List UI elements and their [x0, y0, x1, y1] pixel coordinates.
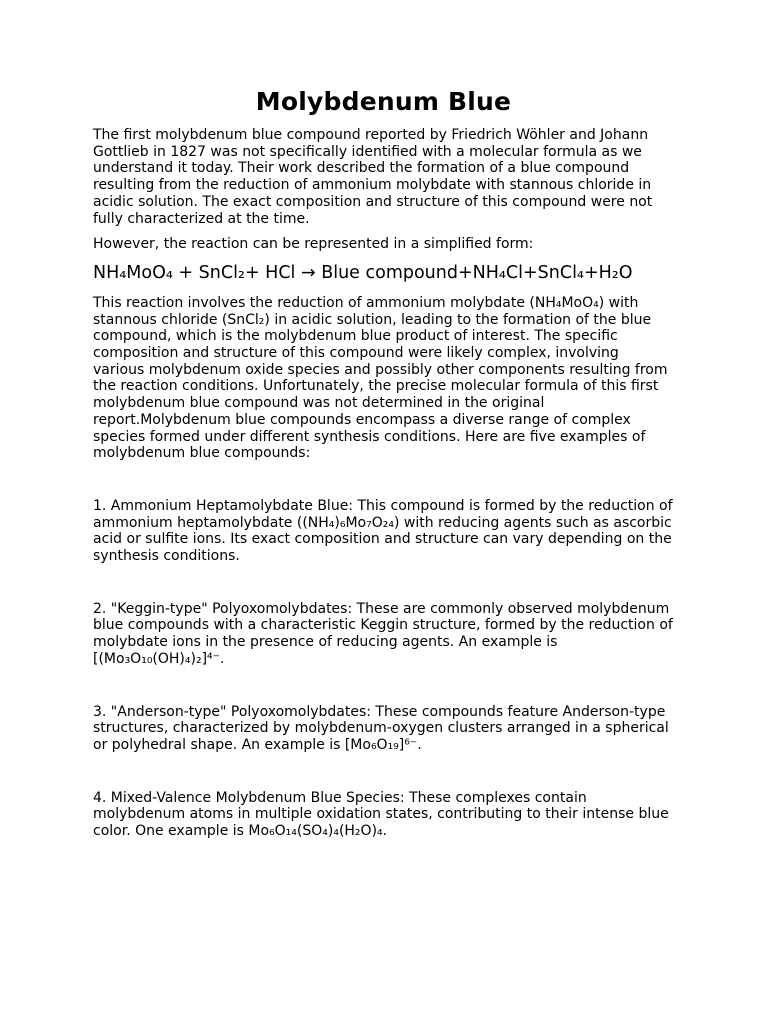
intro-paragraph: The first molybdenum blue compound reported by Friedrich Wöhler and Johann Gottlieb in 1827 was not specifically identified with a molecular formula as we understand it today. Their work described the formation of a blue compound resulting from the reduction of ammonium molybdate with stannous chloride in acidic solution. The exact composition and structure of this compound were not fully characterized at the time. [93, 127, 653, 227]
simplified-form-sentence: However, the reaction can be represented in a simplified form: [93, 236, 534, 253]
example-item-1: 1. Ammonium Heptamolybdate Blue: This compound is formed by the reduction of ammonium heptamolybdate ((NH₄)₆Mo₇O₂₄) with reducing agents such as ascorbic acid or sulfite ions. Its exact composition and structure can vary depending on the synthesis conditions. [93, 497, 673, 565]
example-item-4: 4. Mixed-Valence Molybdenum Blue Species: These complexes contain molybdenum atoms in multiple oxidation states, contributing to their intense blue color. One example is Mo₆O₁₄(SO₄)₄(H₂O)₄. [93, 789, 669, 840]
examples-list [93, 498, 674, 840]
example-item-2: 2. "Keggin-type" Polyoxomolybdates: These are commonly observed molybdenum blue compounds with a characteristic Keggin structure, formed by the reduction of molybdate ions in the presence of reducing agents. An example is [(Mo₃O₁₀(OH)₄)₂]⁴⁻. [93, 600, 673, 667]
document-title: Molybdenum Blue [255, 87, 512, 116]
reaction-equation: NH₄MoO₄ + SnCl₂+ HCl → Blue compound+NH₄Cl+SnCl₄+H₂O [93, 262, 633, 283]
reaction-description-paragraph: This reaction involves the reduction of ammonium molybdate (NH₄MoO₄) with stannous chloride (SnCl₂) in acidic solution, leading to the formation of the blue compound, which is the molybdenum blue product of interest. The specific composition and structure of this compound were likely complex, involving various molybdenum oxide species and possibly other components resulting from the reaction conditions. Unfortunately, the precise molecular formula of this first molybdenum blue compound was not determined in the original report.Molybdenum blue compounds encompass a diverse range of complex species formed under different synthesis conditions. Here are five examples of molybdenum blue compounds: [93, 294, 668, 462]
example-item-3: 3. "Anderson-type" Polyoxomolybdates: These compounds feature Anderson-type structures, characterized by molybdenum-oxygen clusters arranged in a spherical or polyhedral shape. An example is [Mo₆O₁₉]⁶⁻. [93, 703, 669, 753]
